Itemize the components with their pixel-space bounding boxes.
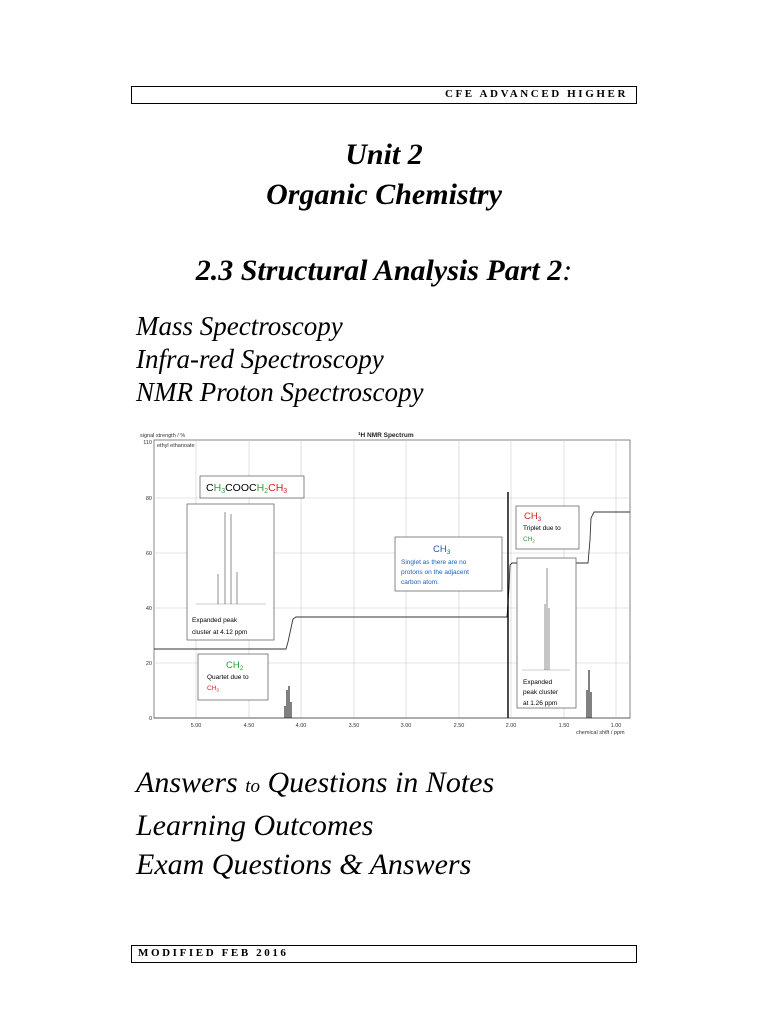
ch3-singlet-line1: Singlet as there are no	[401, 559, 467, 566]
y-tick-label: 110	[143, 440, 152, 446]
topic-mass-spectroscopy: Mass Spectroscopy	[136, 311, 343, 341]
formula-h3-green: H	[213, 482, 222, 494]
y-tick-labels	[143, 440, 152, 722]
expanded-412-line1: Expanded peak	[192, 617, 238, 624]
x-tick-label: 2.50	[453, 723, 465, 729]
answers-line-1c: Questions in Notes	[259, 766, 495, 799]
ch2-quartet-line1: Quartet due to	[207, 674, 249, 681]
spectrum-title	[358, 431, 414, 439]
expanded-126-line1: Expanded	[523, 679, 553, 686]
x-tick-label: 1.50	[558, 723, 570, 729]
ch3-triplet-line2-sub: 2	[532, 538, 535, 544]
formula-cooc: COOC	[225, 482, 257, 494]
y-tick-label: 20	[145, 661, 152, 667]
formula	[206, 482, 287, 495]
x-tick-label: 3.00	[400, 723, 412, 729]
formula-c-red: C	[268, 482, 276, 494]
x-tick-labels	[191, 723, 622, 729]
ch2-quartet-line2-sub: 3	[216, 687, 219, 693]
answers-list	[136, 763, 494, 884]
unit-title: Unit 2	[345, 138, 423, 171]
formula-h3-red: H	[275, 482, 284, 494]
ch3-singlet-label-text: CH	[433, 544, 447, 555]
spectrum-title-text: H NMR Spectrum	[360, 432, 414, 439]
answers-line-3: Exam Questions & Answers	[136, 848, 472, 881]
answers-line-2: Learning Outcomes	[136, 809, 374, 842]
topic-infrared-spectroscopy: Infra-red Spectroscopy	[136, 344, 384, 374]
ch3-singlet-line2: protons on the adjacent	[401, 569, 469, 576]
part-title	[0, 254, 768, 288]
y-tick-label: 0	[148, 716, 152, 722]
header-label: CFE ADVANCED HIGHER	[444, 88, 628, 100]
y-tick-label: 40	[145, 606, 152, 612]
formula-h2-green-sub: 2	[264, 488, 269, 495]
part-title-colon: :	[562, 254, 573, 287]
formula-c1: C	[206, 482, 214, 494]
ch2-quartet-line2-text: CH	[207, 685, 217, 692]
expanded-412-line2: cluster at 4.12 ppm	[192, 629, 248, 636]
topic-nmr-spectroscopy: NMR Proton Spectroscopy	[136, 377, 424, 407]
ch3-triplet-line1: Triplet due to	[523, 525, 561, 532]
x-tick-label: 3.50	[348, 723, 360, 729]
nmr-spectrum	[136, 428, 636, 738]
y-tick-label: 60	[145, 551, 152, 557]
formula-h2-green: H	[256, 482, 265, 494]
formula-h3-red-sub: 3	[283, 488, 288, 495]
topics-list	[136, 310, 423, 409]
y-tick-label: 80	[145, 496, 152, 502]
answers-line-1	[136, 763, 494, 806]
ch3-singlet-label-sub: 3	[446, 549, 451, 556]
ch3-triplet-line2-text: CH	[523, 536, 533, 543]
part-title-text: 2.3 Structural Analysis Part 2	[195, 254, 563, 287]
ch3-triplet-label-text: CH	[524, 511, 538, 522]
compound-name: ethyl ethanoate	[157, 443, 195, 449]
footer-box	[131, 945, 637, 963]
footer-label: MODIFIED FEB 2016	[138, 947, 289, 959]
formula-h3-green-sub: 3	[221, 488, 226, 495]
ch3-singlet-line3: carbon atom.	[401, 579, 439, 586]
x-tick-label: 5.00	[190, 723, 202, 729]
header-box	[131, 86, 637, 104]
subject-title: Organic Chemistry	[266, 178, 502, 211]
spectrum-title-sup: 1	[358, 431, 361, 436]
y-axis-label: signal strength / %	[140, 433, 186, 439]
answers-line-1b: to	[245, 776, 260, 797]
quartet-peak-4-12	[285, 686, 291, 718]
x-tick-label: 2.00	[505, 723, 517, 729]
x-tick-label: 4.00	[295, 723, 307, 729]
x-tick-label: 1.00	[610, 723, 622, 729]
expanded-126-line2: peak cluster	[523, 689, 559, 696]
x-axis-label: chemical shift / ppm	[576, 730, 625, 736]
triplet-peak-1-26	[587, 670, 591, 718]
ch2-label-sub: 2	[239, 665, 244, 672]
ch2-label-text: CH	[226, 660, 240, 671]
x-tick-label: 4.50	[243, 723, 255, 729]
answers-line-1a: Answers	[136, 766, 246, 799]
expanded-126-line3: at 1.26 ppm	[523, 700, 558, 707]
ch3-triplet-label-sub: 3	[537, 516, 542, 523]
